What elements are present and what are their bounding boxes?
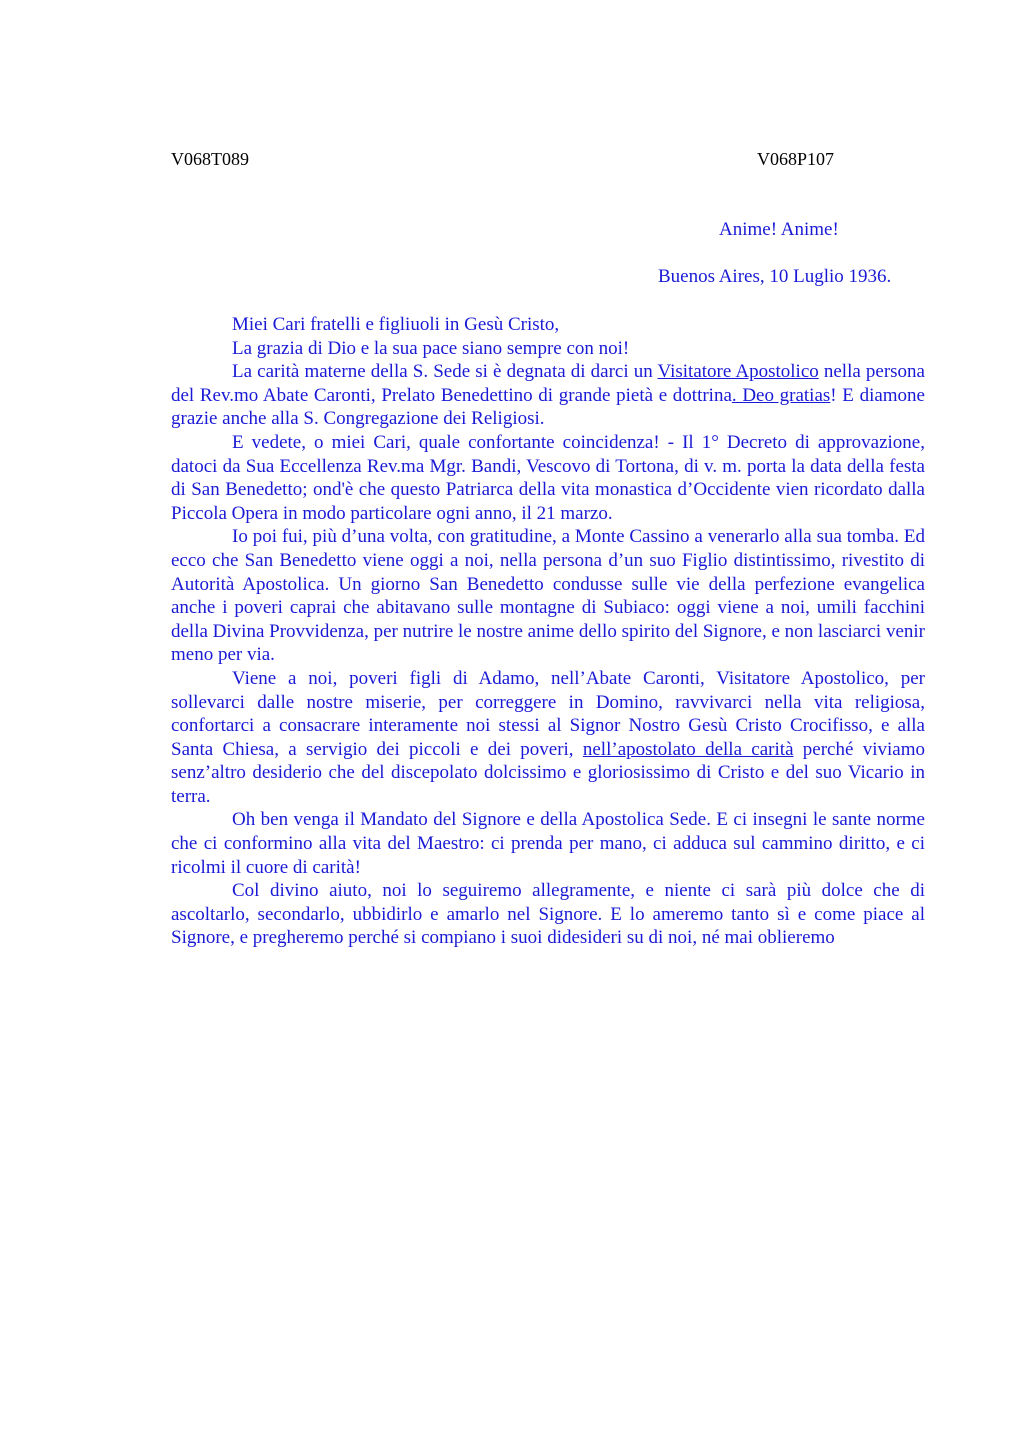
underlined-visitatore-apostolico: Visitatore Apostolico (657, 361, 819, 383)
letter-body (171, 313, 925, 950)
salutation: Miei Cari fratelli e figliuoli in Gesù Cristo, (232, 314, 560, 335)
underlined-apostolato-carita: nell’apostolato della carità (582, 738, 794, 760)
underlined-deo-gratias: . Deo gratias (731, 384, 831, 406)
paragraph-1-text-c: ! E diamone grazie anche alla S. Congregazione dei Religiosi. (171, 384, 925, 430)
paragraph-4-text-b: perché viviamo senz’altro desiderio che del discepolato dolcissimo e gloriosissimo di Cristo e del suo Vicario in terra. (171, 738, 925, 807)
document-code-left: V068T089 (171, 149, 249, 169)
paragraph-6: Col divino aiuto, noi lo seguiremo allegramente, e niente ci sarà più dolce che di ascoltarlo, secondarlo, ubbidirlo e amarlo nel Signore. E lo ameremo tanto sì e come piace al Signore, e pregheremo perché si compiano i suoi didesideri su di noi, né mai oblieremo (171, 880, 925, 949)
document-code-right: V068P107 (757, 149, 835, 169)
greeting: La grazia di Dio e la sua pace siano sempre con noi! (232, 337, 630, 359)
paragraph-1-text-a: La carità materne della S. Sede si è degnata di darci un (232, 361, 658, 383)
paragraph-1-text-b: nella persona del Rev.mo Abate Caronti, Prelato Benedettino di grande pietà e dottrina (171, 361, 925, 406)
dateline: Buenos Aires, 10 Luglio 1936. (658, 266, 892, 287)
paragraph-3: Io poi fui, più d’una volta, con gratitudine, a Monte Cassino a venerarlo alla sua tomba. Ed ecco che San Benedetto viene oggi a noi, nella persona d’un suo Figlio distintissimo, rivestito di Autorità Apostolica. Un giorno San Benedetto condusse sulle vie della perfezione evangelica anche i poveri caprai che abitavano sulle montagne di Subiaco: oggi viene a noi, umili facchini della Divina Provvidenza, per nutrire le nostre anime dello spirito del Signore, e non lasciarci venir meno per via. (171, 526, 925, 666)
paragraph-4-text-a: Viene a noi, poveri figli di Adamo, nell’Abate Caronti, Visitatore Apostolico, per sollevarci dalle nostre miserie, per correggere in Domino, ravvivarci nella vita religiosa, confortarci a consacrare interamente noi stessi al Signor Nostro Gesù Cristo Crocifisso, e alla Santa Chiesa, a servigio dei piccoli e dei poveri, (171, 667, 925, 760)
paragraph-1 (171, 360, 925, 431)
motto: Anime! Anime! (719, 219, 839, 240)
paragraph-5: Oh ben venga il Mandato del Signore e della Apostolica Sede. E ci insegni le sante norme che ci conformino alla vita del Maestro: ci prenda per mano, ci adduca sul cammino diritto, e ci ricolmi il cuore di carità! (171, 809, 925, 878)
paragraph-2: E vedete, o miei Cari, quale confortante coincidenza! - Il 1° Decreto di approvazione, datoci da Sua Eccellenza Rev.ma Mgr. Bandi, Vescovo di Tortona, di v. m. porta la data della festa di San Benedetto; ond'è che questo Patriarca della vita monastica d’Occidente vien ricordato dalla Piccola Opera in modo particolare ogni anno, il 21 marzo. (171, 431, 925, 524)
paragraph-4 (171, 667, 925, 809)
